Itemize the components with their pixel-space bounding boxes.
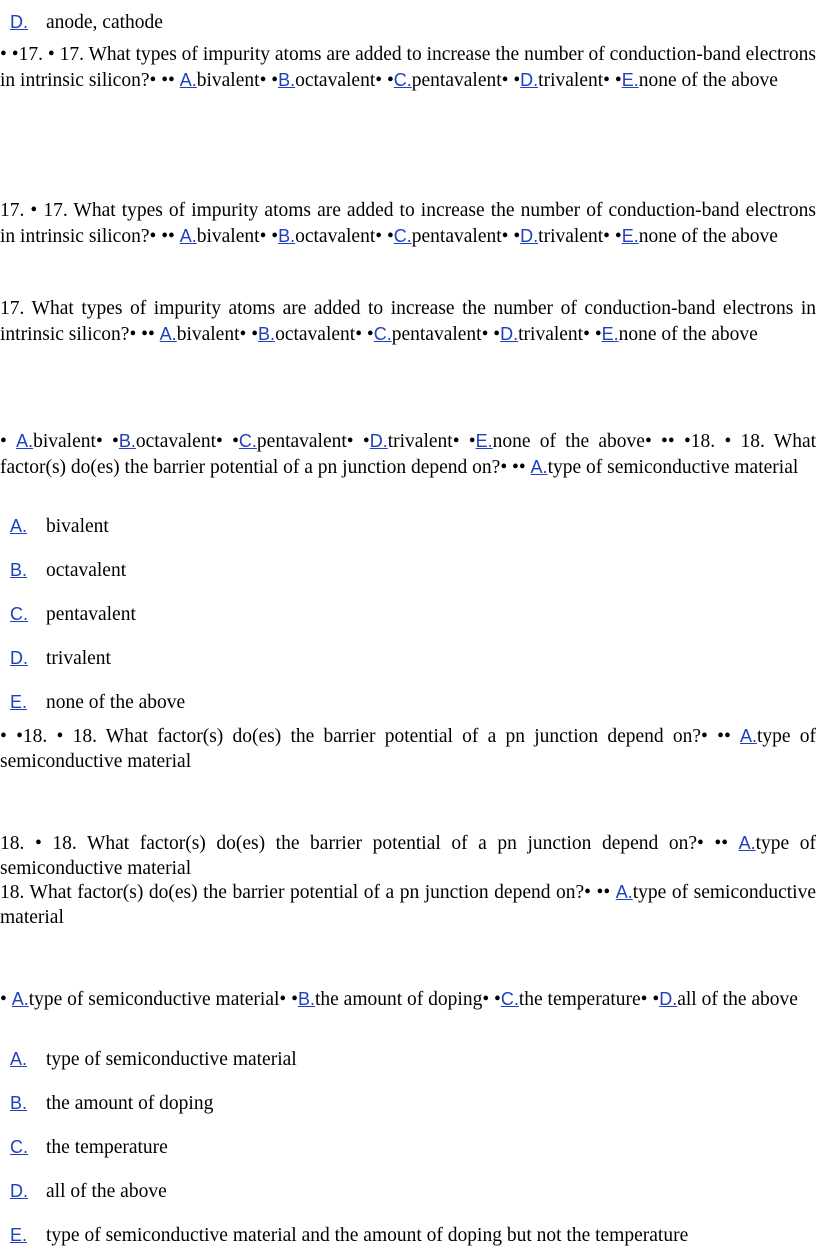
option-a-link[interactable]: A.	[615, 882, 633, 902]
option-link[interactable]: E.	[10, 1225, 28, 1245]
option-d-link[interactable]: D.	[520, 69, 539, 90]
question-block-18b: 18. • 18. What factor(s) do(es) the barrier potential of a pn junction depend on?• •• A.type of semiconductive material	[0, 833, 816, 879]
option-row	[10, 601, 136, 627]
question-block-18-lead: • A.bivalent• •B.octavalent• •C.pentavalent• •D.trivalent• •E.none of the above• •• •18. • 18. What factor(s) do(es) the barrier potential of a pn junction depend on?• •• A.type of semiconductive material	[0, 431, 816, 478]
option-row	[10, 9, 163, 35]
option-text: type of semiconductive material and the amount of doping but not the temperature	[46, 1225, 689, 1246]
option-a-link[interactable]: A.	[740, 726, 758, 746]
option-link[interactable]: D.	[10, 12, 28, 32]
option-link[interactable]: E.	[10, 692, 28, 712]
option-c-link[interactable]: C.	[500, 989, 519, 1009]
option-row	[10, 1134, 168, 1160]
option-link[interactable]: D.	[10, 648, 28, 668]
option-row	[10, 1222, 688, 1248]
option-text: octavalent	[46, 560, 127, 581]
option-row	[10, 1046, 297, 1072]
option-text: anode, cathode	[46, 12, 163, 33]
option-a-link[interactable]: A.	[159, 323, 177, 344]
option-a-link[interactable]: A.	[11, 989, 29, 1009]
option-link[interactable]: D.	[10, 1181, 28, 1201]
options-inline-18: • A.type of semiconductive material• •B.the amount of doping• •C.the temperature• •D.all of the above	[0, 989, 798, 1010]
option-e-link[interactable]: E.	[621, 69, 639, 90]
option-row	[10, 689, 185, 715]
option-b-link[interactable]: B.	[278, 69, 296, 90]
question-block-18a: • •18. • 18. What factor(s) do(es) the barrier potential of a pn junction depend on?• •• A.type of semiconductive material	[0, 726, 816, 772]
option-row	[10, 513, 109, 539]
option-link[interactable]: C.	[10, 1137, 28, 1157]
option-d-link[interactable]: D.	[659, 989, 678, 1009]
option-row	[10, 1178, 167, 1204]
option-d-link[interactable]: D.	[500, 323, 519, 344]
question-block-17b: 17. • 17. What types of impurity atoms are added to increase the number of conduction-band electrons in intrinsic silicon?• •• A.bivalent• •B.octavalent• •C.pentavalent• •D.trivalent• •E.none of the above	[0, 200, 816, 247]
question-block-17a: • •17. • 17. What types of impurity atoms are added to increase the number of conduction-band electrons in intrinsic silicon?• •• A.bivalent• •B.octavalent• •C.pentavalent• •D.trivalent• •E.none of the above	[0, 44, 816, 91]
option-text: all of the above	[46, 1181, 167, 1202]
option-text: the temperature	[46, 1137, 168, 1158]
option-text: bivalent	[46, 516, 109, 537]
option-e-link[interactable]: E.	[601, 323, 619, 344]
option-c-link[interactable]: C.	[393, 225, 412, 246]
option-row	[10, 1090, 213, 1116]
option-link[interactable]: C.	[10, 604, 28, 624]
option-b-link[interactable]: B.	[118, 431, 136, 451]
option-d-link[interactable]: D.	[369, 431, 388, 451]
question-block-17c: 17. What types of impurity atoms are added to increase the number of conduction-band electrons in intrinsic silicon?• •• A.bivalent• •B.octavalent• •C.pentavalent• •D.trivalent• •E.none of the above	[0, 298, 816, 345]
option-a-link[interactable]: A.	[738, 833, 756, 853]
option-text: trivalent	[46, 648, 111, 669]
option-a-link[interactable]: A.	[530, 456, 548, 477]
option-b-link[interactable]: B.	[258, 323, 276, 344]
option-text: pentavalent	[46, 604, 136, 625]
option-text: type of semiconductive material	[46, 1049, 297, 1070]
option-link[interactable]: A.	[10, 516, 28, 536]
option-a-link[interactable]: A.	[16, 431, 34, 451]
option-b-link[interactable]: B.	[297, 989, 315, 1009]
option-a-link[interactable]: A.	[179, 69, 197, 90]
option-c-link[interactable]: C.	[238, 431, 257, 451]
option-row	[10, 645, 111, 671]
option-d-link[interactable]: D.	[520, 225, 539, 246]
option-text: the amount of doping	[46, 1093, 214, 1114]
option-link[interactable]: A.	[10, 1049, 28, 1069]
option-row	[10, 557, 126, 583]
option-text: none of the above	[46, 692, 186, 713]
option-e-link[interactable]: E.	[621, 225, 639, 246]
question-block-18c: 18. What factor(s) do(es) the barrier potential of a pn junction depend on?• •• A.type of semiconductive material	[0, 882, 816, 928]
option-e-link[interactable]: E.	[475, 431, 493, 451]
option-b-link[interactable]: B.	[278, 225, 296, 246]
option-c-link[interactable]: C.	[393, 69, 412, 90]
option-c-link[interactable]: C.	[373, 323, 392, 344]
option-link[interactable]: B.	[10, 560, 28, 580]
option-link[interactable]: B.	[10, 1093, 28, 1113]
option-a-link[interactable]: A.	[179, 225, 197, 246]
